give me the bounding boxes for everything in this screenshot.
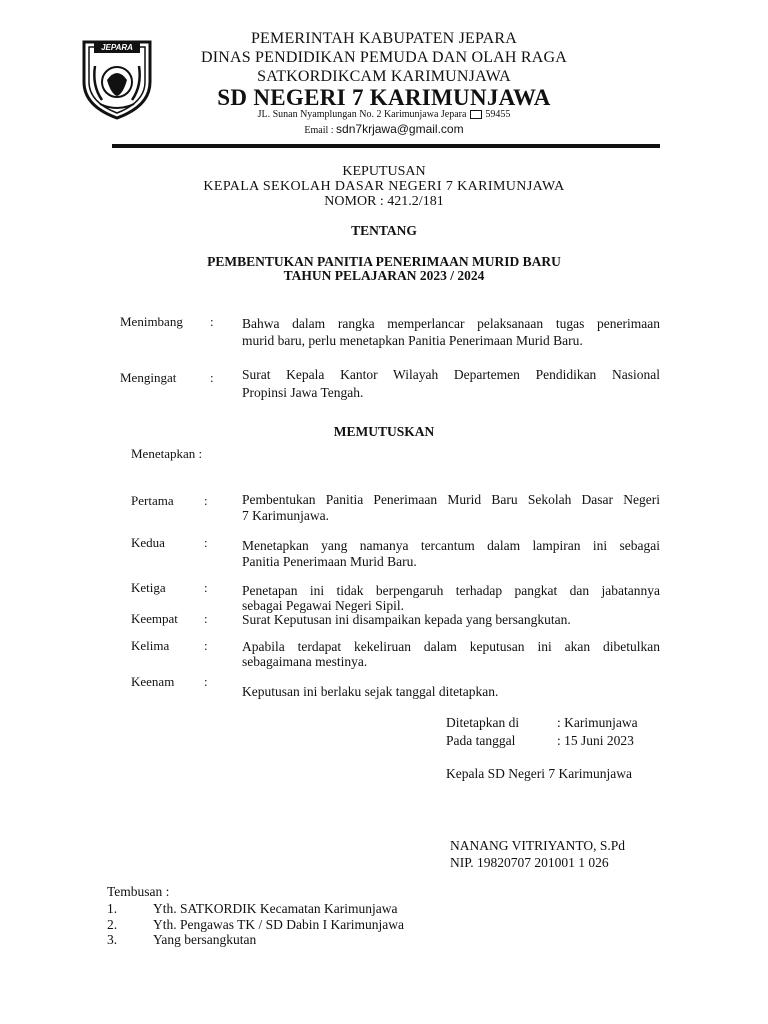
recalling-label: Mengingat (120, 370, 177, 385)
article-text-second-line2: Panitia Penerimaan Murid Baru. (242, 554, 417, 569)
copies-item-number: 2. (107, 917, 118, 932)
mail-icon (470, 110, 482, 119)
article-text-first-line2: 7 Karimunjawa. (242, 508, 329, 523)
article-colon-first: : (204, 493, 208, 508)
copies-heading: Tembusan : (107, 884, 170, 899)
article-text-third-line2: sebagai Pegawai Negeri Sipil. (242, 598, 404, 613)
copies-item-text: Yth. Pengawas TK / SD Dabin I Karimunjawa (153, 917, 404, 932)
considering-label: Menimbang (120, 314, 183, 329)
school-postcode: 59455 (485, 109, 511, 120)
establishing-label: Menetapkan : (131, 446, 203, 461)
decree-number: NOMOR : 421.2/181 (324, 194, 444, 209)
issued-date-label: Pada tanggal (446, 733, 516, 748)
article-text-first-line1: Pembentukan Panitia Penerimaan Murid Baru Sekolah Dasar Negeri (242, 492, 660, 507)
signatory-name: NANANG VITRIYANTO, S.Pd (450, 838, 626, 853)
recalling-text-line2: Propinsi Jawa Tengah. (242, 385, 364, 400)
decide-heading: MEMUTUSKAN (333, 424, 435, 439)
decree-title: KEPUTUSAN (342, 164, 426, 179)
article-colon-fifth: : (204, 638, 208, 653)
header-satkordikcam: SATKORDIKCAM KARIMUNJAWA (257, 68, 511, 85)
school-name: SD NEGERI 7 KARIMUNJAWA (217, 85, 551, 110)
recalling-colon: : (210, 370, 214, 385)
article-label-fourth: Keempat (131, 611, 178, 626)
issued-date-value: : 15 Juni 2023 (557, 733, 634, 748)
article-colon-sixth: : (204, 674, 208, 689)
article-text-fifth-line1: Apabila terdapat kekeliruan dalam keputusan ini akan dibetulkan (242, 639, 660, 654)
copies-item-text: Yang bersangkutan (153, 932, 257, 947)
school-email-line (0, 122, 768, 136)
decree-subject: PEMBENTUKAN PANITIA PENERIMAAN MURID BARU (207, 254, 561, 269)
article-colon-second: : (204, 535, 208, 550)
article-text-sixth: Keputusan ini berlaku sejak tanggal ditetapkan. (242, 684, 499, 699)
issued-at-label: Ditetapkan di (446, 715, 520, 730)
copies-item-number: 1. (107, 901, 118, 916)
signatory-position: Kepala SD Negeri 7 Karimunjawa (446, 766, 632, 781)
article-text-fifth-line2: sebagaimana mestinya. (242, 654, 368, 669)
article-label-first: Pertama (131, 493, 174, 508)
article-label-fifth: Kelima (131, 638, 170, 653)
article-text-fourth: Surat Keputusan ini disampaikan kepada yang bersangkutan. (242, 612, 571, 627)
considering-text-line1: Bahwa dalam rangka memperlancar pelaksanaan tugas penerimaan (242, 316, 660, 331)
school-address-line (0, 109, 768, 120)
letterhead-divider (112, 144, 660, 148)
decree-about: TENTANG (351, 223, 417, 238)
article-colon-third: : (204, 580, 208, 595)
considering-colon: : (210, 314, 214, 329)
copies-item-text: Yth. SATKORDIK Kecamatan Karimunjawa (153, 901, 398, 916)
school-email: sdn7krjawa@gmail.com (336, 122, 464, 136)
decree-issuer: KEPALA SEKOLAH DASAR NEGERI 7 KARIMUNJAWA (203, 179, 565, 194)
copies-item-number: 3. (107, 932, 118, 947)
considering-text-line2: murid baru, perlu menetapkan Panitia Penerimaan Murid Baru. (242, 333, 583, 348)
issued-at-value: : Karimunjawa (557, 715, 638, 730)
recalling-text-line1: Surat Kepala Kantor Wilayah Departemen Pendidikan Nasional (242, 367, 660, 382)
article-label-third: Ketiga (131, 580, 166, 595)
signatory-nip: NIP. 19820707 201001 1 026 (450, 855, 609, 870)
email-label: Email : (304, 125, 334, 136)
article-text-second-line1: Menetapkan yang namanya tercantum dalam lampiran ini sebagai (242, 538, 660, 553)
header-government: PEMERINTAH KABUPATEN JEPARA (250, 30, 518, 47)
article-colon-fourth: : (204, 611, 208, 626)
school-address: JL. Sunan Nyamplungan No. 2 Karimunjawa Jepara (257, 109, 467, 120)
decree-academic-year: TAHUN PELAJARAN 2023 / 2024 (283, 268, 485, 283)
article-text-third-line1: Penetapan ini tidak berpengaruh terhadap pangkat dan jabatannya (242, 583, 660, 598)
article-label-second: Kedua (131, 535, 165, 550)
logo-label: JEPARA (101, 43, 133, 52)
header-department: DINAS PENDIDIKAN PEMUDA DAN OLAH RAGA (200, 49, 568, 66)
article-label-sixth: Keenam (131, 674, 175, 689)
